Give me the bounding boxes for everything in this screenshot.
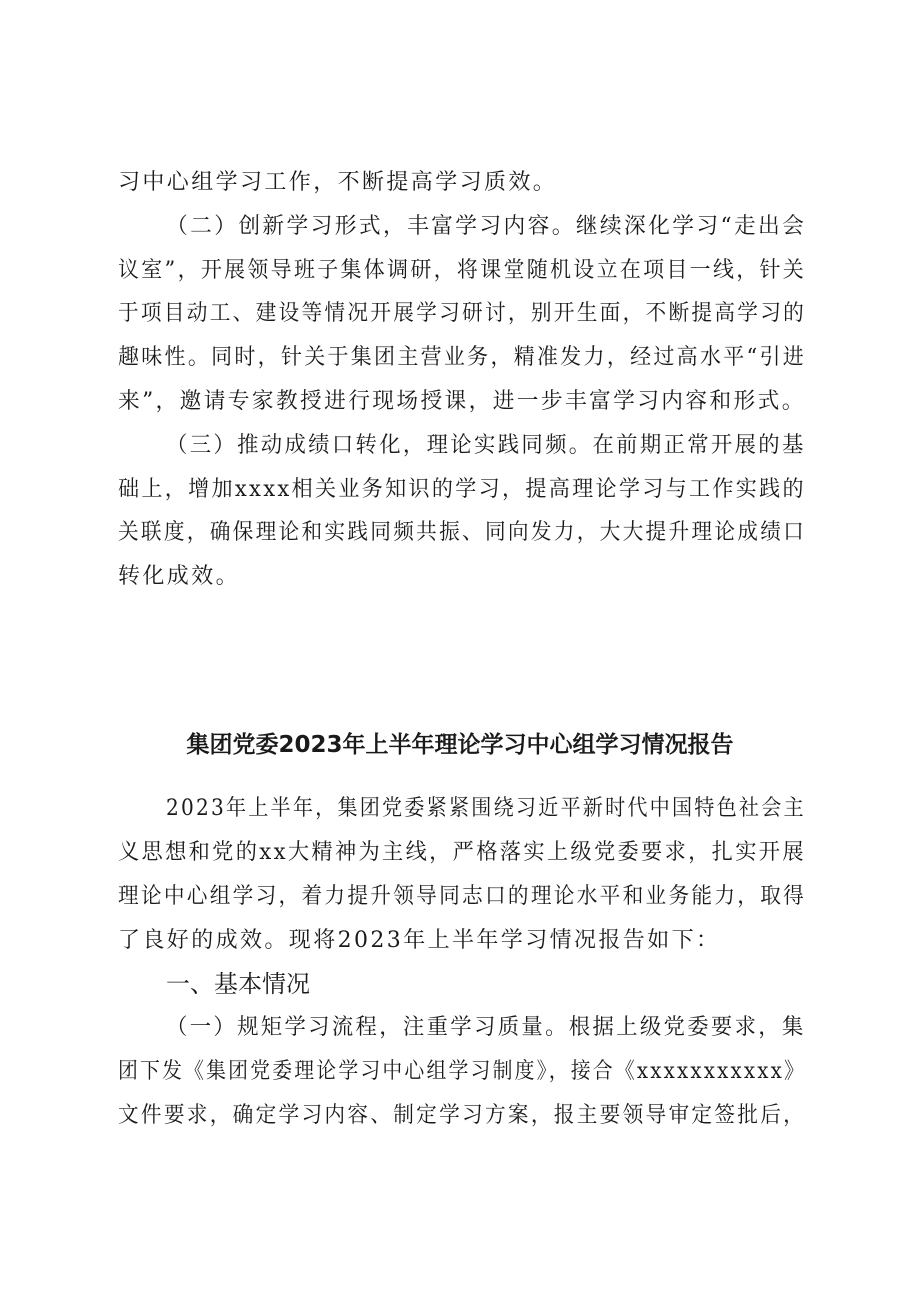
paragraph-line: （二）创新学习形式，丰富学习内容。继续深化学习“走出会 [166,214,807,239]
paragraph-line: 来”，邀请专家教授进行现场授课，进一步丰富学习内容和形式。 [118,389,806,414]
paragraph-line: 义思想和党的xx大精神为主线，严格落实上级党委要求，扎实开展 [118,840,806,865]
paragraph-line: 关联度，确保理论和实践同频共振、同向发力，大大提升理论成绩口 [118,520,807,545]
paragraph-line: 2023年上半年，集团党委紧紧围绕习近平新时代中国特色社会主 [166,796,806,821]
paragraph-line: 文件要求，确定学习内容、制定学习方案，报主要领导审定签批后， [118,1103,807,1128]
section-heading: 一、基本情况 [166,970,310,998]
paragraph-line: 了良好的成效。现将2023年上半年学习情况报告如下： [118,928,721,953]
paragraph-line: 议室”，开展领导班子集体调研，将课堂随机设立在项目一线，针关 [118,258,807,283]
paragraph-line: （三）推动成绩口转化，理论实践同频。在前期正常开展的基 [166,433,806,458]
paragraph-line: 团下发《集团党委理论学习中心组学习制度》，接合《xxxxxxxxxxx》 [118,1059,806,1084]
paragraph-line: 于项目动工、建设等情况开展学习研讨，别开生面，不断提高学习的 [118,301,807,326]
report-title: 集团党委2023年上半年理论学习中心组学习情况报告 [186,732,734,758]
paragraph-line: 理论中心组学习，着力提升领导同志口的理论水平和业务能力，取得 [118,884,807,909]
paragraph-line: 趣味性。同时，针关于集团主营业务，精准发力，经过高水平“引进 [118,345,807,370]
paragraph-line: 转化成效。 [118,564,241,589]
paragraph-line: （一）规矩学习流程，注重学习质量。根据上级党委要求，集 [166,1015,806,1040]
paragraph-line: 础上，增加xxxx相关业务知识的学习，提高理论学习与工作实践的 [118,477,806,502]
paragraph-line: 习中心组学习工作，不断提高学习质效。 [118,170,558,195]
